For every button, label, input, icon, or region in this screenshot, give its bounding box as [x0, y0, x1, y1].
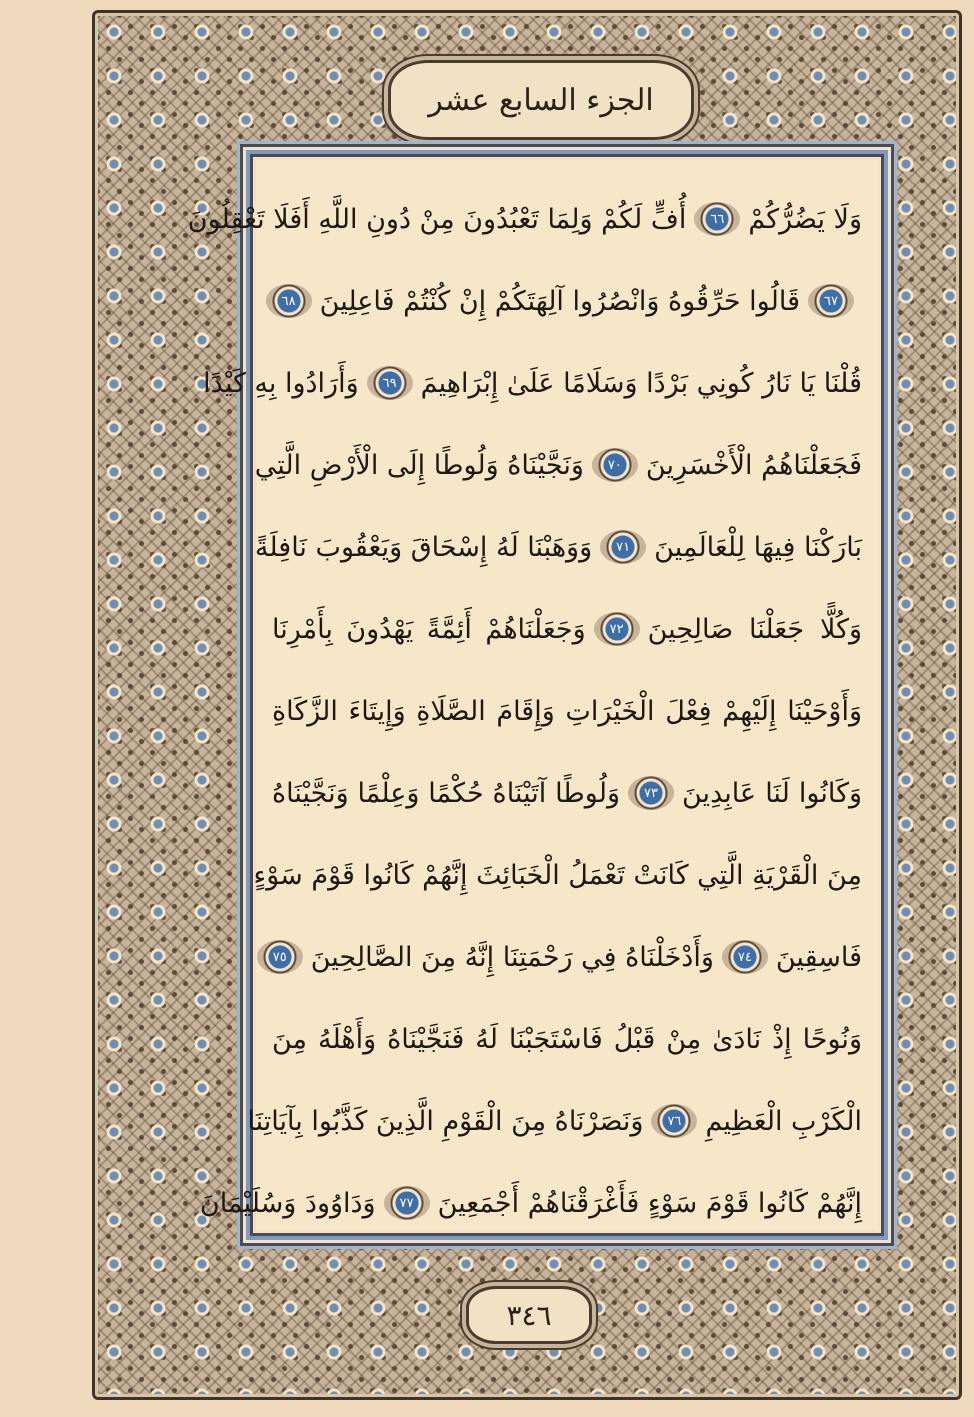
verse-number-marker: ٦٩ [367, 366, 413, 400]
verse-number-marker: ٧١ [600, 530, 646, 564]
verse-number-marker: ٦٨ [266, 284, 312, 318]
verse-text: أُفٍّ لَكُمْ وَلِمَا تَعْبُدُونَ مِنْ دُونِ اللَّهِ أَفَلَا تَعْقِلُونَ [187, 203, 687, 235]
verse-text: وَكُلًّا جَعَلْنَا صَالِحِينَ [647, 613, 862, 645]
verse-line [272, 670, 862, 752]
verse-text: فَاسِقِينَ [775, 941, 862, 973]
verse-line [254, 424, 862, 506]
verse-line [203, 342, 862, 424]
verse-text-panel [187, 150, 888, 1240]
verse-text: وَجَعَلْنَاهُمْ أَئِمَّةً يَهْدُونَ بِأَمْرِنَا [272, 613, 586, 645]
verse-text: وَأَدْخَلْنَاهُ فِي رَحْمَتِنَا إِنَّهُ مِنَ الصَّالِحِينَ [310, 941, 714, 973]
verse-text: وَدَاوُودَ وَسُلَيْمَانَ [199, 1187, 376, 1219]
verse-text: فَجَعَلْنَاهُمُ الْأَخْسَرِينَ [645, 449, 862, 481]
verse-line [253, 834, 862, 916]
verse-line [199, 1162, 862, 1244]
page-number-cartouche [466, 1286, 592, 1344]
verse-line [272, 260, 862, 342]
verse-text: الْكَرْبِ الْعَظِيمِ [705, 1105, 862, 1137]
verse-line [187, 178, 862, 260]
verse-number-marker: ٧٠ [592, 448, 638, 482]
verse-line [272, 998, 862, 1080]
verse-line [247, 1080, 862, 1162]
verse-number-marker: ٦٦ [694, 202, 740, 236]
verse-text: وَأَوْحَيْنَا إِلَيْهِمْ فِعْلَ الْخَيْرَاتِ وَإِقَامَ الصَّلَاةِ وَإِيتَاءَ الزَّكَاةِ [272, 695, 862, 727]
verse-number-marker: ٧٦ [651, 1104, 697, 1138]
verse-text: وَلُوطًا آتَيْنَاهُ حُكْمًا وَعِلْمًا وَنَجَّيْنَاهُ [272, 777, 620, 809]
verse-line [254, 506, 862, 588]
verse-number-marker: ٧٣ [628, 776, 674, 810]
verse-number-marker: ٧٢ [594, 612, 640, 646]
verse-line [272, 752, 862, 834]
verse-text: وَكَانُوا لَنَا عَابِدِينَ [682, 777, 862, 809]
verse-line [272, 916, 862, 998]
verse-text: وَوَهَبْنَا لَهُ إِسْحَاقَ وَيَعْقُوبَ نَافِلَةً [254, 531, 593, 563]
verse-line [272, 588, 862, 670]
verse-text: وَأَرَادُوا بِهِ كَيْدًا [203, 367, 359, 399]
verse-text: بَارَكْنَا فِيهَا لِلْعَالَمِينَ [654, 531, 862, 563]
verse-text: قَالُوا حَرِّقُوهُ وَانْصُرُوا آلِهَتَكُمْ إِنْ كُنْتُمْ فَاعِلِينَ [319, 285, 800, 317]
juz-title: الجزء السابع عشر [428, 82, 654, 118]
verse-number-marker: ٧٤ [722, 940, 768, 974]
page-number: ٣٤٦ [506, 1298, 552, 1332]
verse-number-marker: ٧٧ [384, 1186, 430, 1220]
verse-text: إِنَّهُمْ كَانُوا قَوْمَ سَوْءٍ فَأَغْرَقْنَاهُمْ أَجْمَعِينَ [437, 1187, 862, 1219]
verse-text: وَنَصَرْنَاهُ مِنَ الْقَوْمِ الَّذِينَ كَذَّبُوا بِآيَاتِنَا [247, 1105, 644, 1137]
verse-text: وَنُوحًا إِذْ نَادَىٰ مِنْ قَبْلُ فَاسْتَجَبْنَا لَهُ فَنَجَّيْنَاهُ وَأَهْلَهُ مِنَ [272, 1023, 862, 1055]
verse-text: وَنَجَّيْنَاهُ وَلُوطًا إِلَى الْأَرْضِ الَّتِي [254, 449, 584, 481]
verse-number-marker: ٦٧ [808, 284, 854, 318]
verse-text: مِنَ الْقَرْيَةِ الَّتِي كَانَتْ تَعْمَلُ الْخَبَائِثَ إِنَّهُمْ كَانُوا قَوْمَ سَوْءٍ [253, 859, 862, 891]
verse-text: وَلَا يَضُرُّكُمْ [748, 203, 862, 235]
verse-number-marker: ٧٥ [257, 940, 303, 974]
header-cartouche [388, 60, 694, 140]
verse-text: قُلْنَا يَا نَارُ كُونِي بَرْدًا وَسَلَامًا عَلَىٰ إِبْرَاهِيمَ [420, 367, 862, 399]
